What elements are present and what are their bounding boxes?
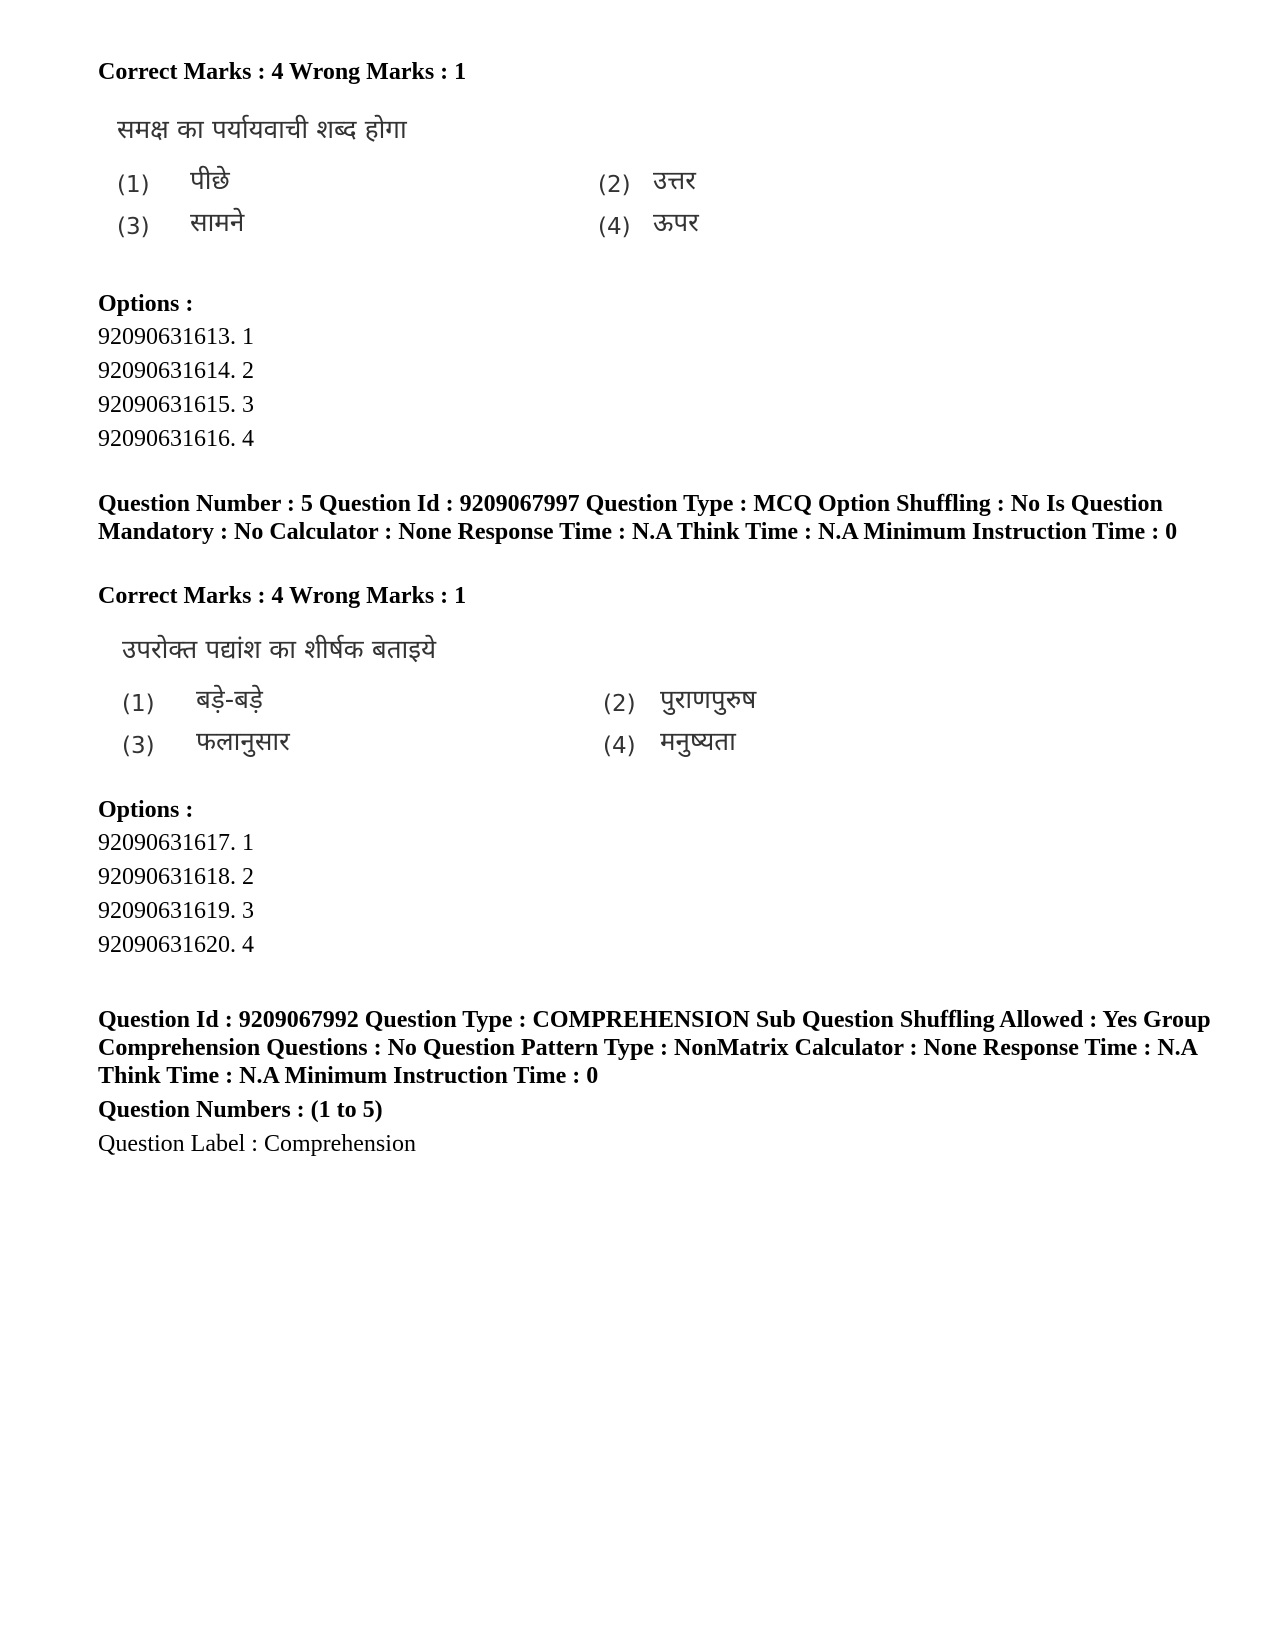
correct-wrong-marks: Correct Marks : 4 Wrong Marks : 1 xyxy=(98,59,467,85)
option-line: 92090631614. 2 xyxy=(98,358,254,384)
choice-number: (4) xyxy=(603,733,636,759)
option-line: 92090631618. 2 xyxy=(98,864,254,890)
choice-text: पीछे xyxy=(190,166,230,196)
option-line: 92090631617. 1 xyxy=(98,830,254,856)
choice-text: पुराणपुरुष xyxy=(660,685,757,715)
question-metadata: Question Number : 5 Question Id : 9209067997 Question Type : MCQ Option Shuffling : No Is Question Mandatory : No Calculator : None Response Time : N.A Think Time : N.A Minimum Instruction Time : 0 xyxy=(98,491,1178,545)
choice-number: (3) xyxy=(117,214,150,240)
choice-number: (2) xyxy=(603,691,636,717)
question-numbers: Question Numbers : (1 to 5) xyxy=(98,1097,383,1123)
choice-number: (1) xyxy=(122,691,155,717)
question-stem: उपरोक्त पद्यांश का शीर्षक बताइये xyxy=(122,635,437,665)
option-line: 92090631616. 4 xyxy=(98,426,254,452)
choice-number: (2) xyxy=(598,172,631,198)
choice-number: (3) xyxy=(122,733,155,759)
choice-text: सामने xyxy=(190,208,245,238)
choice-text: फलानुसार xyxy=(196,727,290,757)
question-metadata: Question Id : 9209067992 Question Type : COMPREHENSION Sub Question Shuffling Allowed : Yes Group Comprehension Questions : No Question Pattern Type : NonMatrix Calculator : None Response Time : N.A Think Time : N.A Minimum Instruction Time : 0 xyxy=(98,1007,1211,1089)
option-line: 92090631620. 4 xyxy=(98,932,254,958)
question-label: Question Label : Comprehension xyxy=(98,1131,416,1157)
correct-wrong-marks: Correct Marks : 4 Wrong Marks : 1 xyxy=(98,583,467,609)
choice-text: ऊपर xyxy=(653,208,699,238)
choice-number: (4) xyxy=(598,214,631,240)
option-line: 92090631619. 3 xyxy=(98,898,254,924)
choice-number: (1) xyxy=(117,172,150,198)
choice-text: बड़े-बड़े xyxy=(196,685,263,715)
choice-text: उत्तर xyxy=(653,166,696,196)
option-line: 92090631615. 3 xyxy=(98,392,254,418)
choice-text: मनुष्यता xyxy=(660,727,736,757)
options-heading: Options : xyxy=(98,797,194,823)
question-stem: समक्ष का पर्यायवाची शब्द होगा xyxy=(117,115,407,145)
option-line: 92090631613. 1 xyxy=(98,324,254,350)
options-heading: Options : xyxy=(98,291,194,317)
